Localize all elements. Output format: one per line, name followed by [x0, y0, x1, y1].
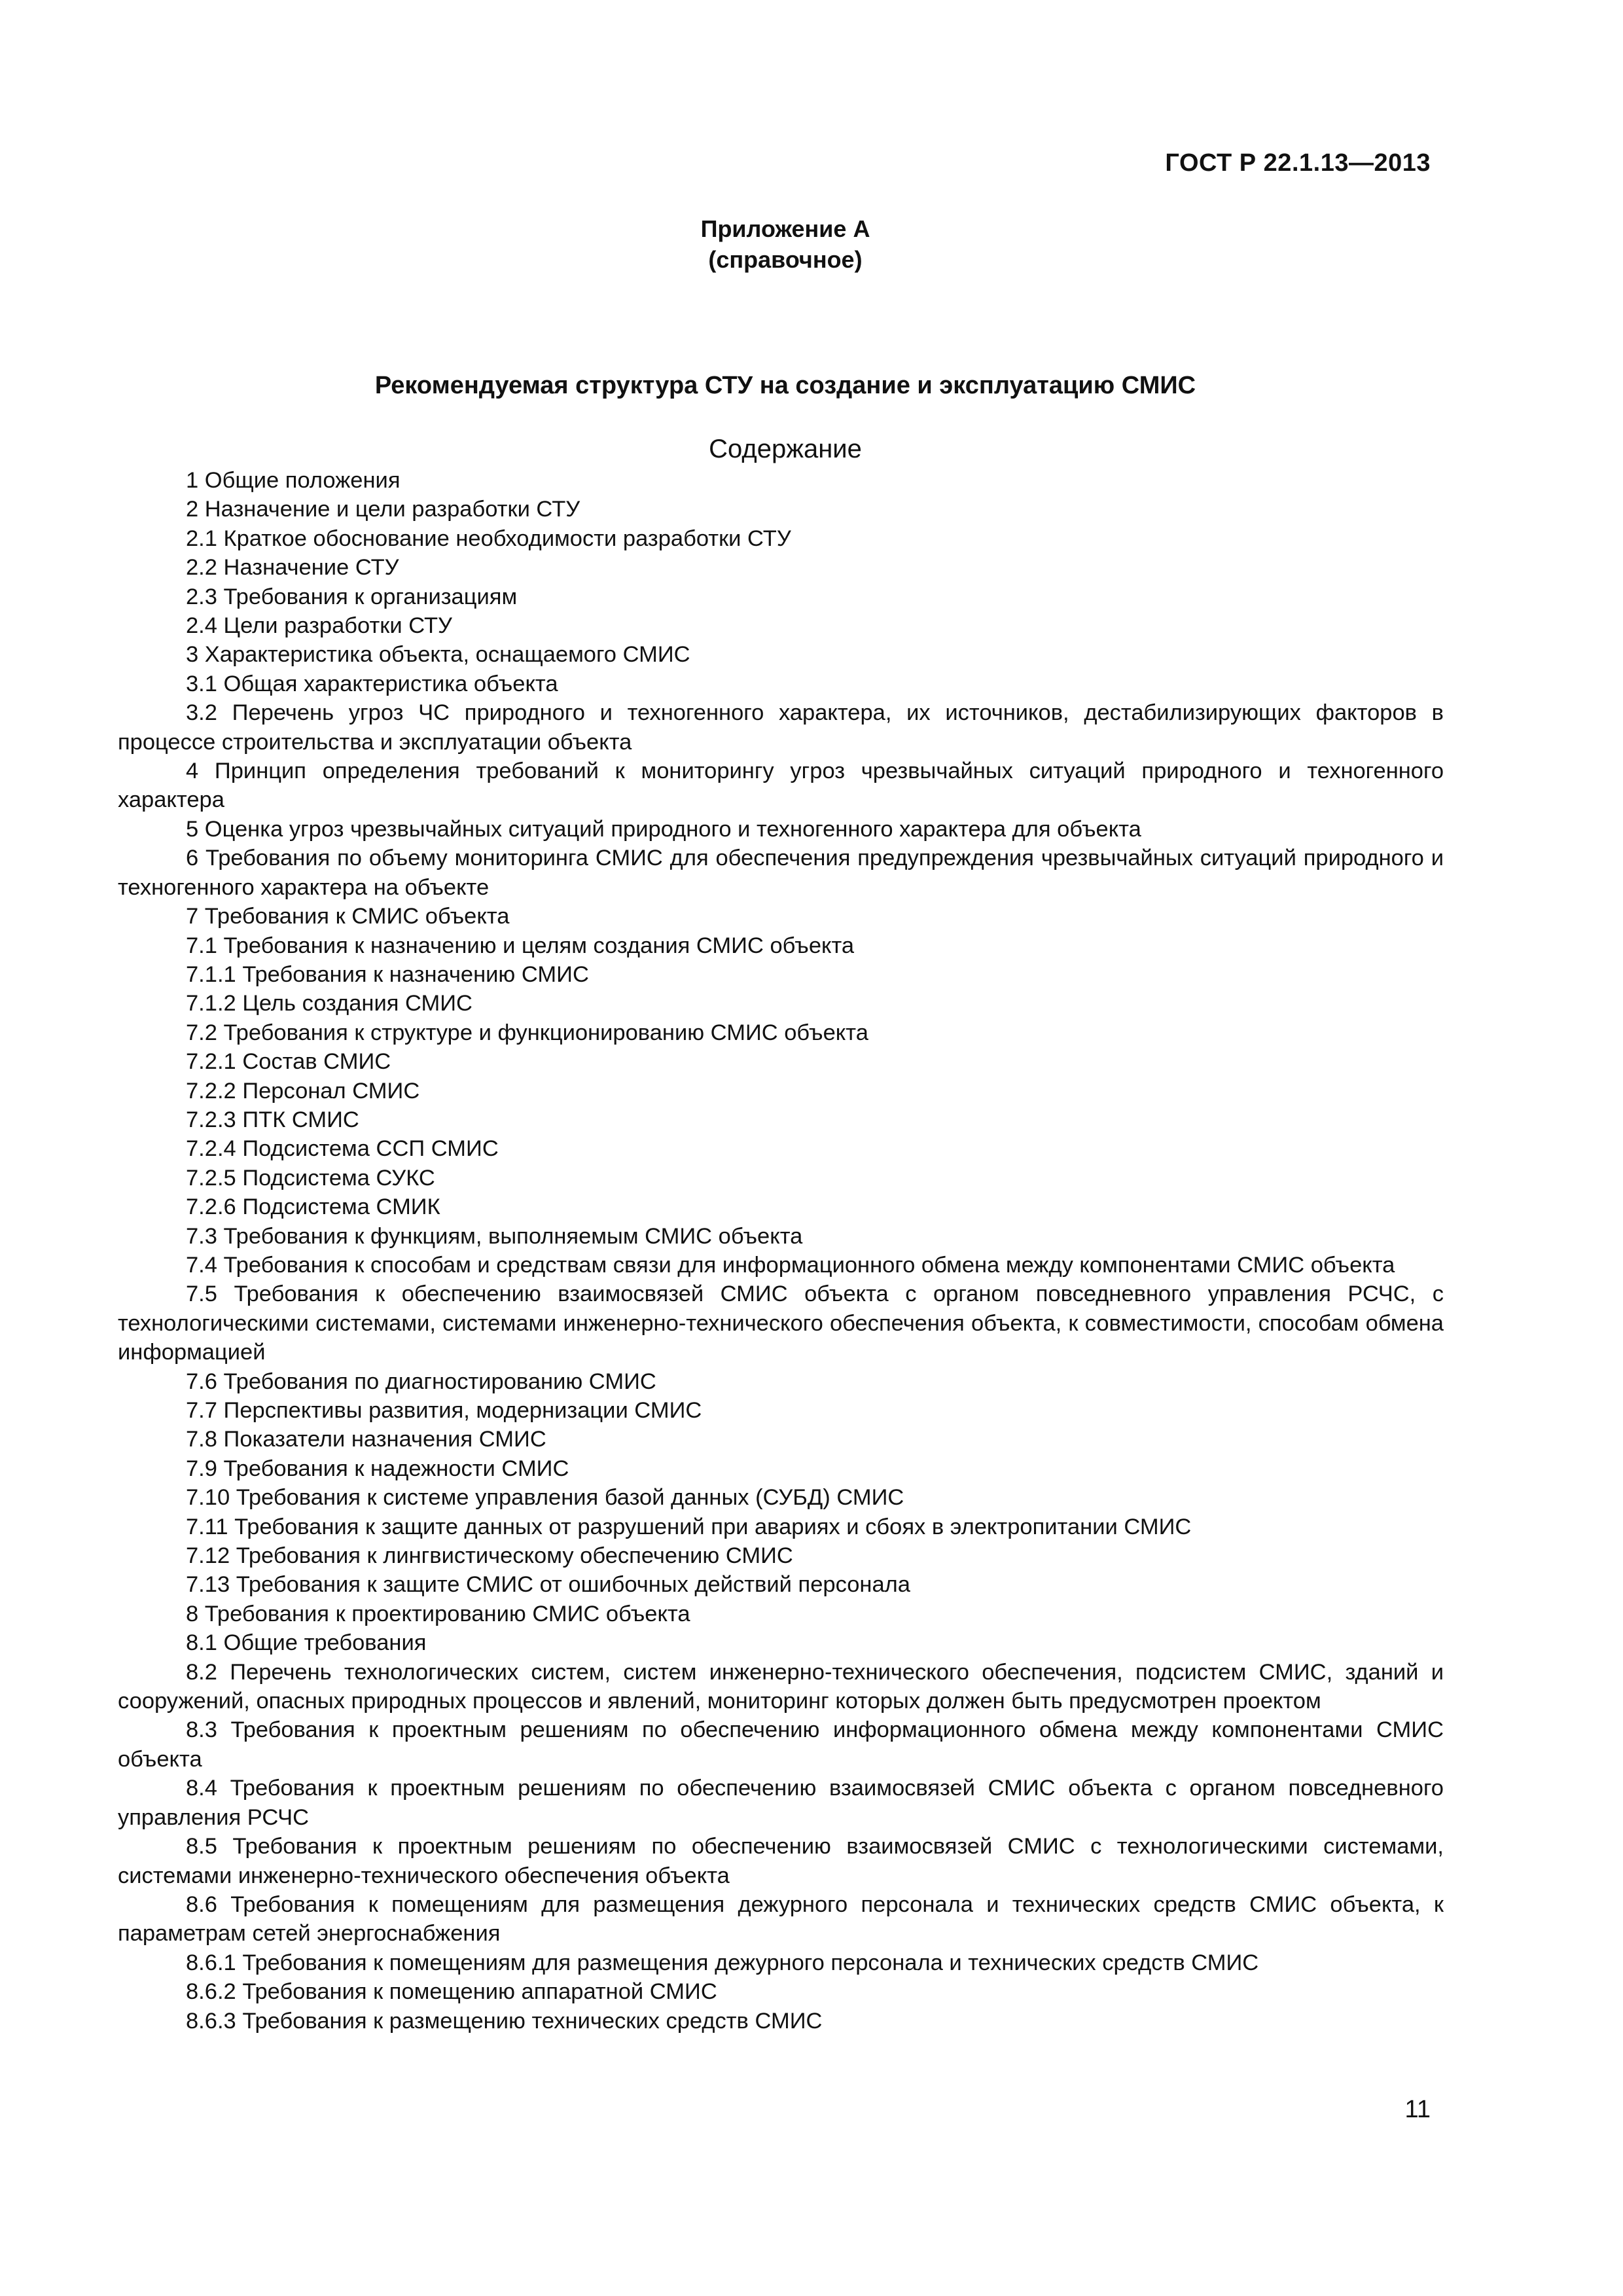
toc-item: 7.12 Требования к лингвистическому обеспечению СМИС [186, 1543, 793, 1569]
toc-item: 3.2 Перечень угроз ЧС природного и техногенного характера, их источников, дестабилизирующих факторов в процессе строительства и эксплуатации объекта [118, 700, 1444, 755]
toc-item: 8.6.1 Требования к помещениям для размещения дежурного персонала и технических средств СМИС [186, 1950, 1259, 1975]
contents-heading: Содержание [709, 435, 862, 463]
toc-item: 6 Требования по объему мониторинга СМИС для обеспечения предупреждения чрезвычайных ситуаций природного и техногенного характера на объекте [118, 846, 1444, 900]
appendix-label: Приложение А [700, 215, 870, 242]
toc-item: 8.1 Общие требования [186, 1630, 427, 1656]
toc-item: 7.11 Требования к защите данных от разрушений при авариях и сбоях в электропитании СМИС [186, 1514, 1192, 1539]
toc-item: 8.6.3 Требования к размещению технических средств СМИС [186, 2008, 823, 2034]
appendix-type: (справочное) [708, 246, 863, 273]
toc-item: 7.2.3 ПТК СМИС [186, 1107, 359, 1132]
toc-item: 2.2 Назначение СТУ [186, 555, 399, 581]
toc-item: 8.2 Перечень технологических систем, систем инженерно-технического обеспечения, подсистем СМИС, зданий и сооружений, опасных природных процессов и явлений, мониторинг которых должен быть предусмотрен проектом [118, 1659, 1444, 1714]
toc-item: 7.10 Требования к системе управления базой данных (СУБД) СМИС [186, 1485, 904, 1511]
toc-item: 7.2.4 Подсистема ССП СМИС [186, 1136, 499, 1162]
toc-item: 7.2.6 Подсистема СМИК [186, 1194, 440, 1220]
toc-item: 3.1 Общая характеристика объекта [186, 671, 558, 696]
toc-item: 7.5 Требования к обеспечению взаимосвязей СМИС объекта с органом повседневного управления РСЧС, с технологическими системами, системами инженерно-технического обеспечения объекта, к совместимости, способам обмена информацией [118, 1282, 1444, 1365]
toc-item: 7.2.5 Подсистема СУКС [186, 1165, 435, 1191]
toc-item: 7.1.1 Требования к назначению СМИС [186, 961, 589, 987]
toc-item: 7.4 Требования к способам и средствам связи для информационного обмена между компонентами СМИС объекта [186, 1252, 1395, 1278]
toc-item: 7.1.2 Цель создания СМИС [186, 991, 473, 1016]
toc-item: 7.1 Требования к назначению и целям создания СМИС объекта [186, 933, 855, 958]
table-of-contents [118, 466, 1444, 2036]
standard-code-header: ГОСТ Р 22.1.13—2013 [1165, 149, 1431, 177]
appendix-heading [0, 213, 1571, 275]
toc-item: 5 Оценка угроз чрезвычайных ситуаций природного и техногенного характера для объекта [186, 816, 1141, 842]
toc-item: 7 Требования к СМИС объекта [186, 904, 510, 929]
toc-item: 7.2.2 Персонал СМИС [186, 1078, 420, 1103]
page-number: 11 [1404, 2096, 1431, 2123]
document-title: Рекомендуемая структура СТУ на создание и эксплуатацию СМИС [374, 372, 1196, 399]
toc-item: 8 Требования к проектированию СМИС объекта [186, 1601, 690, 1626]
toc-item: 1 Общие положения [186, 468, 401, 493]
toc-item: 7.6 Требования по диагностированию СМИС [186, 1369, 656, 1394]
toc-item: 7.2.1 Состав СМИС [186, 1049, 391, 1075]
toc-item: 2.1 Краткое обоснование необходимости разработки СТУ [186, 526, 791, 551]
toc-item: 7.9 Требования к надежности СМИС [186, 1456, 569, 1481]
toc-item: 8.4 Требования к проектным решениям по обеспечению взаимосвязей СМИС объекта с органом повседневного управления РСЧС [118, 1776, 1444, 1830]
toc-item: 7.2 Требования к структуре и функционированию СМИС объекта [186, 1020, 868, 1045]
toc-item: 7.8 Показатели назначения СМИС [186, 1427, 546, 1452]
toc-item: 2 Назначение и цели разработки СТУ [186, 497, 580, 522]
toc-item: 3 Характеристика объекта, оснащаемого СМИС [186, 642, 690, 668]
toc-item: 8.6.2 Требования к помещению аппаратной СМИС [186, 1979, 717, 2005]
toc-item: 7.13 Требования к защите СМИС от ошибочных действий персонала [186, 1572, 910, 1598]
toc-item: 2.4 Цели разработки СТУ [186, 613, 452, 639]
toc-item: 2.3 Требования к организациям [186, 584, 518, 609]
toc-item: 8.5 Требования к проектным решениям по обеспечению взаимосвязей СМИС с технологическими системами, системами инженерно-технического обеспечения объекта [118, 1834, 1444, 1888]
toc-item: 8.3 Требования к проектным решениям по обеспечению информационного обмена между компонентами СМИС объекта [118, 1717, 1444, 1772]
toc-item: 7.7 Перспективы развития, модернизации СМИС [186, 1398, 702, 1423]
toc-item: 7.3 Требования к функциям, выполняемым СМИС объекта [186, 1223, 803, 1249]
toc-item: 8.6 Требования к помещениям для размещения дежурного персонала и технических средств СМИС объекта, к параметрам сетей энергоснабжения [118, 1892, 1444, 1946]
toc-item: 4 Принцип определения требований к мониторингу угроз чрезвычайных ситуаций природного и техногенного характера [118, 759, 1444, 813]
